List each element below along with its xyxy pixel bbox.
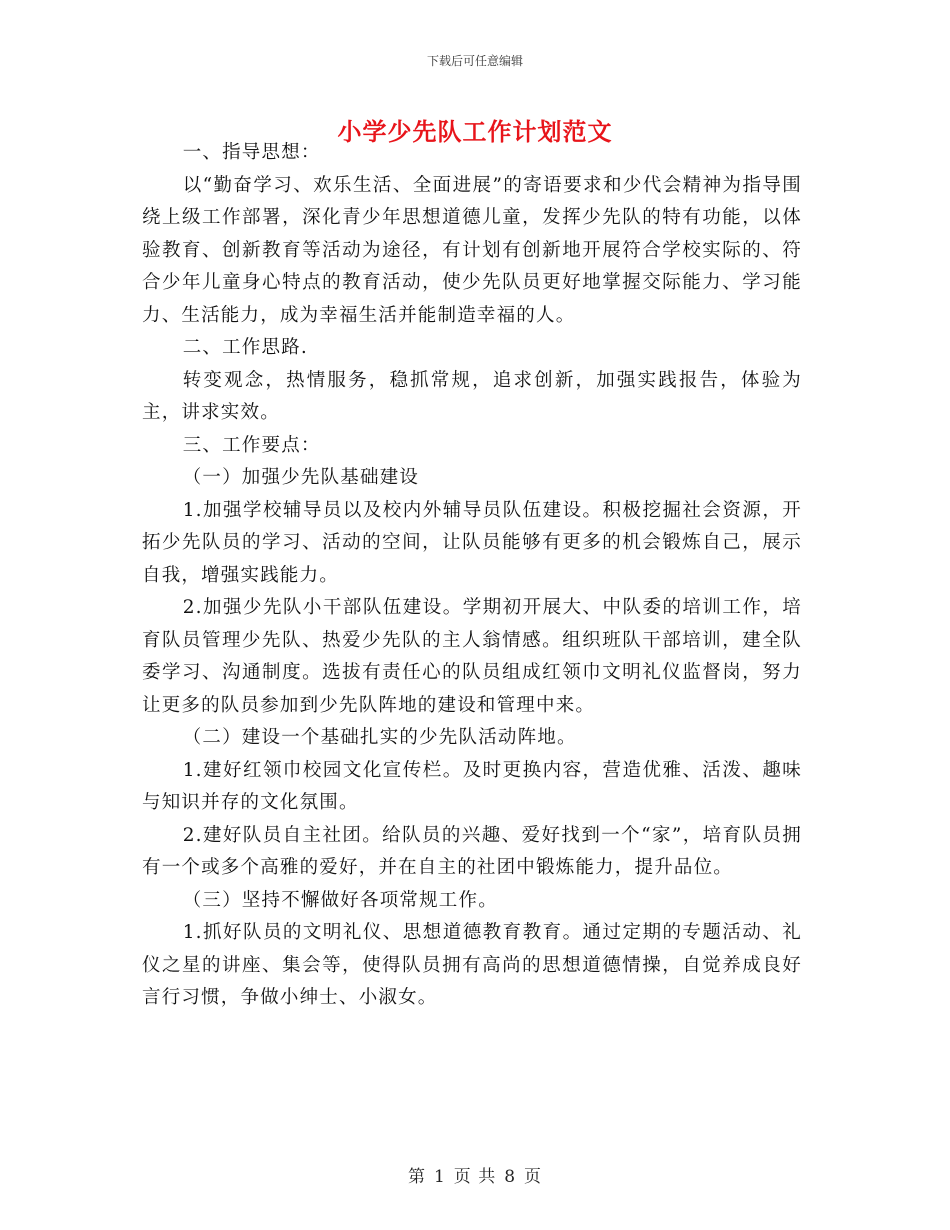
paragraph: 1.抓好队员的文明礼仪、思想道德教育教育。通过定期的专题活动、礼仪之星的讲座、集会等，使得队员拥有高尚的思想道德情操，自觉养成良好言行习惯，争做小绅士、小淑女。 [142,922,802,1008]
subsection-heading: （一）加强少先队基础建设 [182,467,420,488]
paragraph: 1.加强学校辅导员以及校内外辅导员队伍建设。积极挖掘社会资源，开拓少先队员的学习、活动的空间，让队员能够有更多的机会锻炼自己，展示自我，增强实践能力。 [142,499,802,586]
paragraph: 转变观念，热情服务，稳抓常规，追求创新，加强实践报告，体验为主，讲求实效。 [142,369,802,423]
footer-mid: 页 共 [453,1167,497,1187]
document-body [142,137,802,1015]
page-header: 下载后可任意编辑 [426,54,523,68]
footer-prefix: 第 [407,1167,426,1187]
section-heading-work-points: 三、工作要点： [182,434,321,456]
section-heading-work-approach: 二、工作思路. [182,337,308,358]
paragraph: 以“勤奋学习、欢乐生活、全面进展”的寄语要求和少代会精神为指导围绕上级工作部署，深化青少年思想道德儿童，发挥少先队的特有功能，以体验教育、创新教育等活动为途径，有计划有创新地开展符合学校实际的、符合少年儿童身心特点的教育活动，使少先队员更好地掌握交际能力、学习能力、生活能力，成为幸福生活并能制造幸福的人。 [142,174,802,326]
document-title: 小学少先队工作计划范文 [337,117,613,146]
page-number: 1 [433,1167,446,1187]
subsection-heading: （二）建设一个基础扎实的少先队活动阵地。 [182,727,577,748]
paragraph: 2.建好队员自主社团。给队员的兴趣、爱好找到一个“家”，培育队员拥有一个或多个高雅的爱好，并在自主的社团中锻炼能力，提升品位。 [142,824,802,878]
section-heading-guiding-ideology: 一、指导思想： [182,142,321,163]
page-total: 8 [504,1167,517,1187]
subsection-heading: （三）坚持不懈做好各项常规工作。 [182,889,498,911]
paragraph: 2.加强少先队小干部队伍建设。学期初开展大、中队委的培训工作，培育队员管理少先队、热爱少先队的主人翁情感。组织班队干部培训，建全队委学习、沟通制度。选拔有责任心的队员组成红领巾文明礼仪监督岗，努力让更多的队员参加到少先队阵地的建设和管理中来。 [142,597,802,716]
paragraph: 1.建好红领巾校园文化宣传栏。及时更换内容，营造优雅、活泼、趣味与知识并存的文化氛围。 [142,759,802,813]
page-footer [0,1162,950,1187]
footer-suffix: 页 [524,1167,543,1187]
